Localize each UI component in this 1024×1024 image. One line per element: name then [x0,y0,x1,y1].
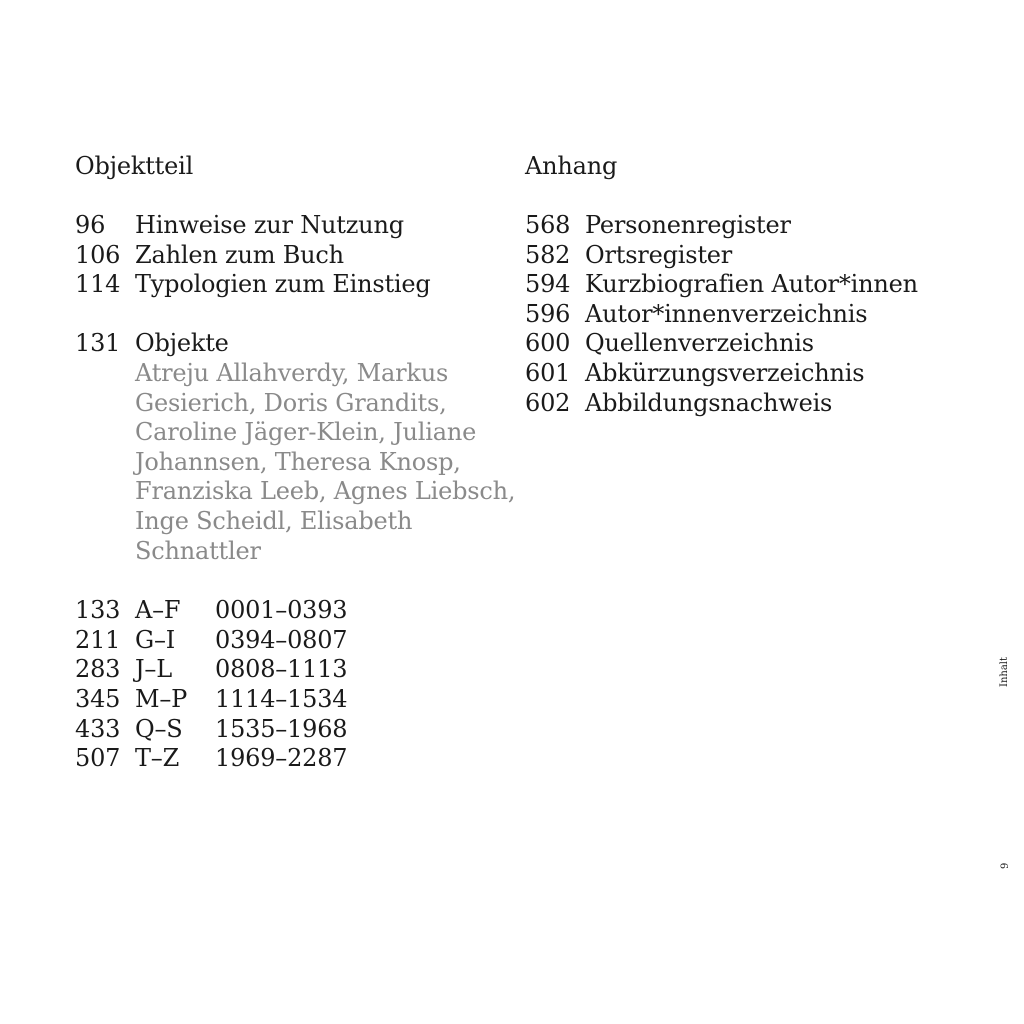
toc-entry[interactable] [525,211,985,241]
toc-entry[interactable] [525,389,985,419]
anhang-column [525,152,985,418]
author-line: Johannsen, Theresa Knosp, [135,447,461,476]
toc-entry-label: Ortsregister [585,240,733,269]
spacer [75,300,515,330]
toc-entry[interactable] [75,241,515,271]
toc-page-number: 211 [75,625,121,654]
range-letters: G–I [135,625,176,654]
author-line: Schnattler [135,536,261,565]
toc-entry[interactable] [525,359,985,389]
toc-page-number: 582 [525,240,571,269]
range-numbers: 1969–2287 [215,744,348,773]
toc-page-number: 507 [75,744,121,773]
toc-page-number: 594 [525,270,571,299]
toc-entry[interactable] [525,241,985,271]
section-title-anhang: Anhang [525,152,618,180]
range-entry[interactable] [75,596,515,626]
objects-entry [75,329,515,566]
anhang-list [525,211,985,418]
range-numbers: 0808–1113 [215,655,348,684]
author-list [75,359,515,566]
range-entry[interactable] [75,626,515,656]
toc-page-number: 283 [75,655,121,684]
toc-entry-objekte[interactable] [75,329,515,359]
range-letters: J–L [135,655,172,684]
toc-page-number: 114 [75,270,121,299]
range-letters: Q–S [135,714,183,743]
toc-entry-label: Quellenverzeichnis [585,329,814,358]
toc-entry[interactable] [525,300,985,330]
toc-page-number: 96 [75,211,106,239]
section-title-objektteil: Objektteil [75,152,194,180]
author-line: Caroline Jäger-Klein, Juliane [135,418,477,447]
range-numbers: 1535–1968 [215,714,348,743]
range-numbers: 1114–1534 [215,684,348,713]
toc-page-number: 133 [75,596,121,625]
toc-page-number: 601 [525,358,571,387]
toc-entry-label: Autor*innenverzeichnis [585,299,868,328]
range-list [75,596,515,774]
author-line: Gesierich, Doris Grandits, [135,388,447,417]
toc-page-number: 600 [525,329,571,358]
toc-page-number: 568 [525,211,571,239]
range-letters: T–Z [135,744,180,773]
range-entry[interactable] [75,744,515,774]
intro-list [75,211,515,300]
toc-entry[interactable] [75,211,515,241]
author-line: Franziska Leeb, Agnes Liebsch, [135,477,516,506]
toc-page-number: 345 [75,684,121,713]
author-line: Atreju Allahverdy, Markus [135,358,449,387]
toc-page-number: 602 [525,388,571,417]
page-number: 9 [1000,862,1011,869]
toc-entry-label: Typologien zum Einstieg [135,270,431,299]
range-letters: A–F [135,596,181,625]
range-numbers: 0394–0807 [215,625,348,654]
toc-entry-label: Abbildungsnachweis [585,388,833,417]
toc-entry-label: Objekte [135,329,229,358]
range-entry[interactable] [75,715,515,745]
toc-entry[interactable] [75,270,515,300]
spacer [75,566,515,596]
running-section-label: Inhalt [999,656,1010,687]
range-letters: M–P [135,684,188,713]
range-numbers: 0001–0393 [215,596,348,625]
toc-entry-label: Personenregister [585,211,791,239]
toc-entry-label: Zahlen zum Buch [135,240,344,269]
toc-page-number: 596 [525,299,571,328]
toc-entry-label: Abkürzungsverzeichnis [585,358,865,387]
toc-page-number: 106 [75,240,121,269]
toc-page-number: 131 [75,329,121,358]
objektteil-column [75,152,515,774]
range-entry[interactable] [75,655,515,685]
author-line: Inge Scheidl, Elisabeth [135,506,413,535]
toc-entry[interactable] [525,329,985,359]
toc-entry-label: Hinweise zur Nutzung [135,211,404,239]
toc-page-number: 433 [75,714,121,743]
toc-entry[interactable] [525,270,985,300]
range-entry[interactable] [75,685,515,715]
toc-entry-label: Kurzbiografien Autor*innen [585,270,918,299]
